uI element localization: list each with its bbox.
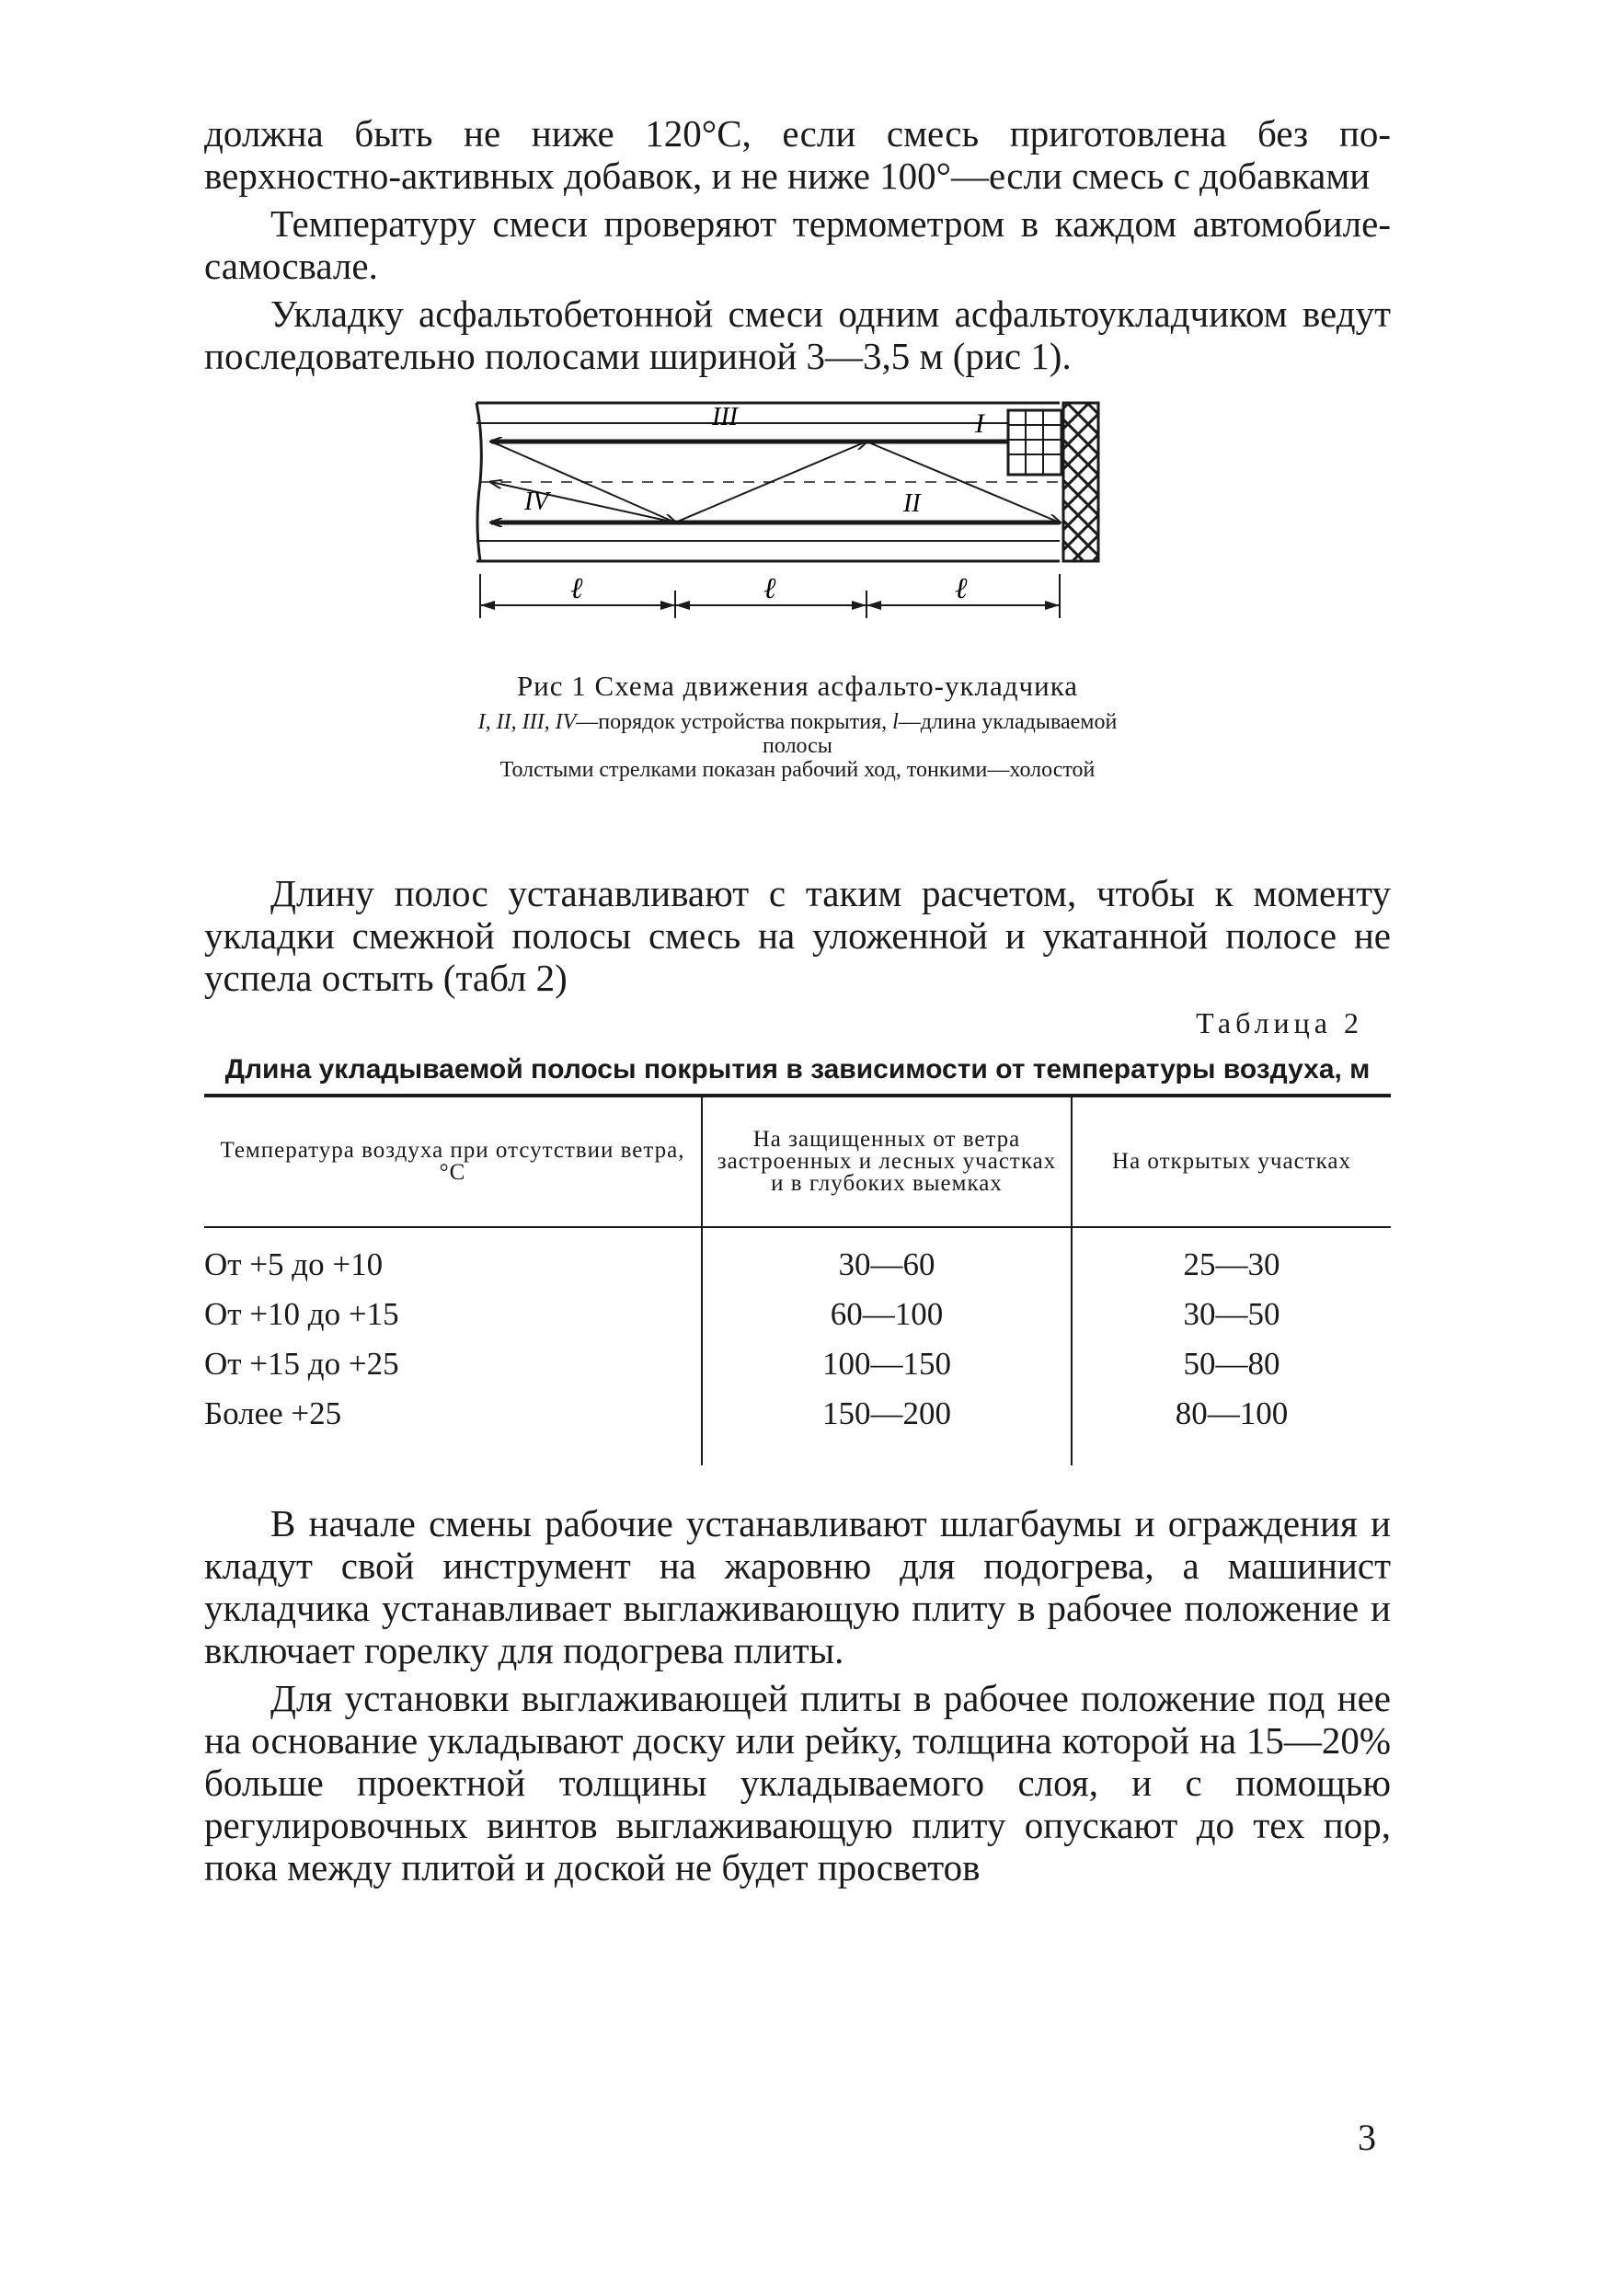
table-cell-protected: 150—200 (702, 1389, 1072, 1465)
label-I: I (975, 408, 984, 439)
paver-movement-diagram (471, 394, 1124, 651)
table-cell-protected: 60—100 (702, 1290, 1072, 1339)
paragraph-thermometer: Температуру смеси проверяют термометром в каждом автомобиле-самосвале. (204, 202, 1391, 287)
caption-legend (471, 710, 1124, 782)
end-barrier (1063, 403, 1098, 561)
table-cell-temperature: От +5 до +10 (204, 1246, 384, 1282)
table-header-open: На открытых участках (1072, 1096, 1391, 1227)
table-cell-temperature: От +10 до +15 (204, 1296, 399, 1332)
table-cell-protected: 30—60 (702, 1227, 1072, 1290)
dimension-l-3: ℓ (955, 571, 968, 604)
table-cell-temperature: От +15 до +25 (204, 1346, 399, 1382)
table-title: Длина укладываемой полосы покрытия в зависимости от температуры воздуха, м (224, 1054, 1371, 1085)
caption-l-symbol: l (892, 710, 899, 734)
table-number: Таблица 2 (1196, 1006, 1363, 1039)
table-cell-open: 80—100 (1072, 1389, 1391, 1465)
table-cell-protected: 100—150 (702, 1339, 1072, 1389)
paragraph-laying-strips: Укладку асфальтобетонной смеси одним асфальтоукладчиком ведут последовательно полосами шириной 3—3,5 м (рис 1). (204, 293, 1391, 377)
label-IV: IV (524, 488, 549, 516)
paver-block (1008, 410, 1061, 475)
table-row (204, 1389, 1391, 1465)
label-III: III (712, 403, 738, 431)
figure-caption (471, 670, 1124, 782)
table-cell-temperature: Более +25 (204, 1395, 342, 1431)
paragraph-temperature-limit: должна быть не ниже 120°С, если смесь приготовлена без по-верхностно-активных добавок, и не ниже 100°—если смесь с добавками (204, 112, 1391, 197)
page-number: 3 (1358, 2117, 1376, 2158)
page-content (204, 112, 1391, 1888)
label-II: II (903, 489, 921, 518)
table-cell-open: 30—50 (1072, 1290, 1391, 1339)
idle-stroke-4 (491, 482, 675, 522)
caption-order-roman: I, II, III, IV (477, 710, 577, 734)
table-cell-open: 50—80 (1072, 1339, 1391, 1389)
table-row (204, 1227, 1391, 1290)
table-row (204, 1339, 1391, 1389)
table-row (204, 1290, 1391, 1339)
strip-length-table (204, 1094, 1391, 1465)
caption-title: Рис 1 Схема движения асфальто-укладчика (516, 670, 1079, 702)
table-cell-open: 25—30 (1072, 1227, 1391, 1290)
paragraph-screed-setup: Для установки выглаживающей плиты в рабочее положение под нее на основание укладывают доску или рейку, толщина которой на 15—20% больше проектной толщины укладываемого слоя, и с помощью регулировочных винтов выглаживающую плиту опускают до тех пор, пока между плитой и доской не будет просветов (204, 1677, 1391, 1888)
paragraph-shift-start: В начале смены рабочие устанавливают шлагбаумы и ограждения и кладут свой инструмент на жаровню для подогрева, а машинист укладчика устанавливает выглаживающую плиту в рабочее положение и включает горелку для подогрева плиты. (204, 1502, 1391, 1671)
paragraph-strip-length: Длину полос устанавливают с таким расчетом, чтобы к моменту укладки смежной полосы смесь на уложенной и укатанной полосе не успела остыть (табл 2) (204, 872, 1391, 999)
dimension-l-1: ℓ (570, 571, 583, 604)
figure-paver-scheme (204, 394, 1391, 872)
table-header-protected: На защищенных от ветра застроенных и лесных участках и в глубоких выемках (702, 1096, 1072, 1227)
caption-l-text: —длина укладываемой полосы (763, 710, 1118, 758)
dimension-l-2: ℓ (763, 571, 776, 604)
caption-note: Толстыми стрелками показан рабочий ход, тонкими—холостой (499, 758, 1096, 782)
table-header-temperature: Температура воздуха при отсутствии ветра, °С (204, 1096, 702, 1227)
caption-order-text: —порядок устройства покрытия, (576, 710, 888, 734)
